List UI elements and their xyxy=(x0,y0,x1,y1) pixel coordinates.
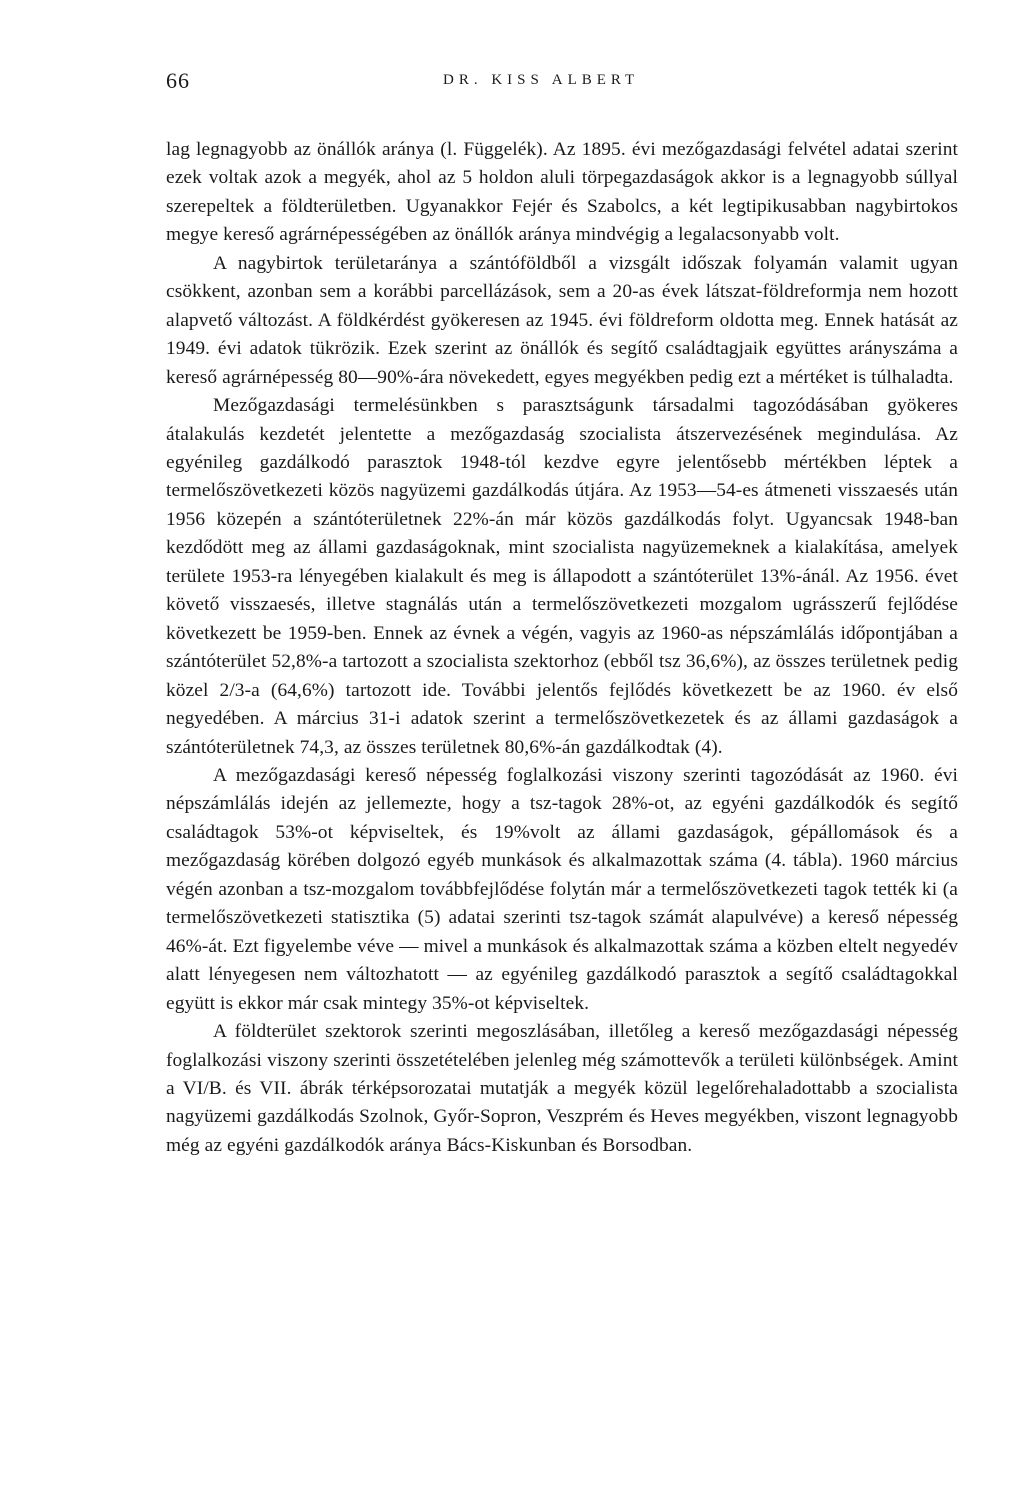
paragraph-continuation: lag legnagyobb az önállók aránya (l. Függelék). Az 1895. évi mezőgazdasági felvétel adatai szerint ezek voltak azok a megyék, ahol az 5 holdon aluli törpegazdaságok akkor is a legnagyobb súllyal szerepeltek a földterületben. Ugyanakkor Fejér és Szabolcs, a két legtipikusabban nagybirtokos megye kereső agrárnépességében az önállók aránya mindvégig a legalacsonyabb volt. xyxy=(166,139,958,246)
body-text xyxy=(166,136,958,1160)
running-head: DR. KISS ALBERT xyxy=(443,72,640,88)
paragraph-regional-differences: A földterület szektorok szerinti megoszlásában, illetőleg a kereső mezőgazdasági népesség foglalkozási viszony szerinti összetételében jelenleg még számottevők a területi különbségek. Amint a VI/B. és VII. ábrák térképsorozatai mutatják a megyék közül legelőrehaladottabb a szocialista nagyüzemi gazdálkodás Szolnok, Győr-Sopron, Veszprém és Heves megyékben, viszont legnagyobb még az egyéni gazdálkodók aránya Bács-Kiskunban és Borsodban. xyxy=(166,1021,958,1156)
paragraph-land-reform: A nagybirtok területaránya a szántóföldből a vizsgált időszak folyamán valamit ugyan csökkent, azonban sem a korábbi parcellázások, sem a 20-as évek látszat-földreformja nem hozott alapvető változást. A földkérdést gyökeresen az 1945. évi földreform oldotta meg. Ennek hatását az 1949. évi adatok tükrözik. Ezek szerint az önállók és segítő családtagjaik együttes arányszáma a kereső agrárnépesség 80—90%-ára növekedett, egyes megyékben pedig ezt a mértéket is túlhaladta. xyxy=(166,252,958,388)
page-number: 66 xyxy=(166,68,190,93)
page-header xyxy=(166,68,958,98)
paragraph-collectivization: Mezőgazdasági termelésünkben s parasztságunk társadalmi tagozódásában gyökeres átalakulás kezdetét jelentette a mezőgazdaság szocialista átszervezésének megindulása. Az egyénileg gazdálkodó parasztok 1948-tól kezdve egyre jelentősebb mértékben léptek a termelőszövetkezeti közös nagyüzemi gazdálkodás útjára. Az 1953—54-es átmeneti visszaesés után 1956 közepén a szántóterületnek 22%-án már közös gazdálkodás folyt. Ugyancsak 1948-ban kezdődött meg az állami gazdaságoknak, mint szocialista nagyüzemeknek a kialakítása, amelyek területe 1953-ra lényegében kialakult és meg is állapodott a szántóterület 13%-ánál. Az 1956. évet követő visszaesés, illetve stagnálás után a termelőszövetkezeti mozgalom ugrásszerű fejlődése következett be 1959-ben. Ennek az évnek a végén, vagyis az 1960-as népszámlálás időpontjában a szántóterület 52,8%-a tartozott a szocialista szektorhoz (ebből tsz 36,6%), az összes területnek pedig közel 2/3-a (64,6%) tartozott ide. További jelentős fejlődés következett be az 1960. év első negyedében. A március 31-i adatok szerint a termelőszövetkezetek és az állami gazdaságok a szántóterületnek 74,3, az összes területnek 80,6%-án gazdálkodtak (4). xyxy=(166,395,958,758)
paragraph-occupational-structure: A mezőgazdasági kereső népesség foglalkozási viszony szerinti tagozódását az 1960. évi népszámlálás idején az jellemezte, hogy a tsz-tagok 28%-ot, az egyéni gazdálkodók és segítő családtagok 53%-ot képviseltek, és 19%volt az állami gazdaságok, gépállomások és a mezőgazdaság körében dolgozó egyéb munkások és alkalmazottak száma (4. tábla). 1960 március végén azonban a tsz-mozgalom továbbfejlődése folytán már a termelőszövetkezeti tagok tették ki (a termelőszövetkezeti statisztika (5) adatai szerinti tsz-tagok számát alapulvéve) a kereső népesség 46%-át. Ezt figyelembe véve — mivel a munkások és alkalmazottak száma a közben eltelt negyedév alatt lényegesen nem változhatott — az egyénileg gazdálkodó parasztok a segítő családtagokkal együtt is ekkor már csak mintegy 35%-ot képviseltek. xyxy=(166,764,958,1014)
